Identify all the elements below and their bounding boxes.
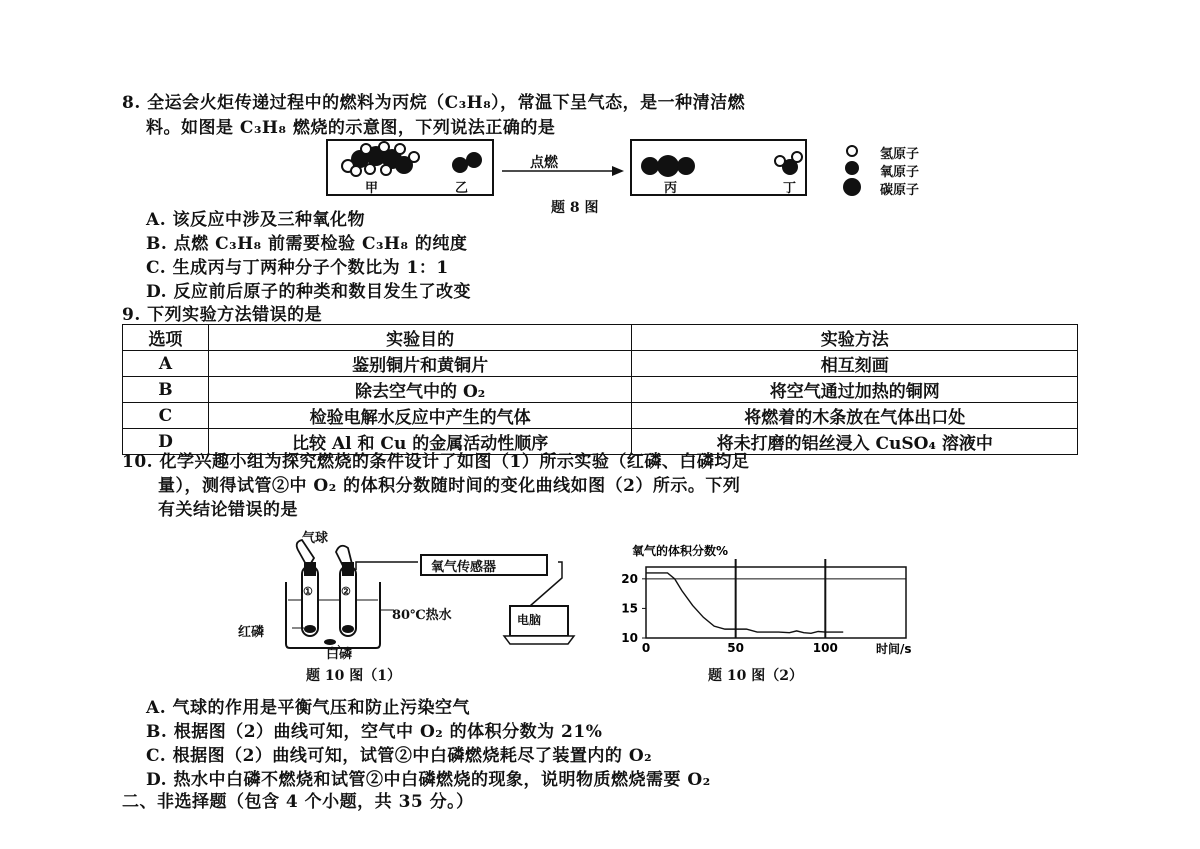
x-tick-label: 100	[812, 641, 838, 655]
q9-stem: 9. 下列实验方法错误的是	[122, 305, 323, 325]
label-yi: 乙	[455, 181, 469, 196]
table-row	[123, 351, 1078, 377]
h2o-molecule	[775, 152, 802, 175]
x-tick-label: 50	[727, 641, 745, 655]
arrow-label: 点燃	[530, 155, 558, 171]
test-tube-icon	[302, 562, 356, 645]
oxygen-chart	[610, 537, 970, 661]
tube-2-label: ②	[341, 585, 351, 598]
legend-oxygen: 氧原子	[880, 165, 920, 180]
table-header-row	[123, 325, 1078, 351]
experiment-apparatus	[230, 528, 590, 658]
reactant-molecules	[326, 139, 494, 196]
cell-option: C	[123, 403, 209, 429]
oxygen-series-line	[646, 573, 843, 633]
product-molecules	[630, 139, 807, 196]
header-purpose: 实验目的	[208, 325, 632, 351]
cell-purpose: 鉴别铜片和黄铜片	[208, 351, 632, 377]
legend-carbon: 碳原子	[880, 183, 920, 198]
q8-option-d: D. 反应前后原子的种类和数目发生了改变	[146, 282, 471, 302]
x-tick-label: 0	[641, 641, 651, 655]
cell-purpose: 检验电解水反应中产生的气体	[208, 403, 632, 429]
tube-1-label: ①	[303, 585, 313, 598]
cell-method: 将空气通过加热的铜网	[632, 377, 1078, 403]
q8-stem-line1: 8. 全运会火炬传递过程中的燃料为丙烷（C₃H₈），常温下呈气态，是一种清洁燃	[122, 93, 746, 113]
propane-molecule	[342, 142, 419, 176]
co2-molecule	[641, 155, 695, 177]
y-tick-label: 15	[621, 601, 638, 616]
q10-option-d: D. 热水中白磷不燃烧和试管②中白磷燃烧的现象，说明物质燃烧需要 O₂	[146, 770, 711, 790]
beaker-icon	[286, 582, 380, 648]
hot-water-label: 80℃热水	[392, 608, 452, 623]
computer-label: 电脑	[517, 613, 542, 627]
oxygen-atom-icon	[845, 161, 859, 175]
header-option: 选项	[123, 325, 209, 351]
oxygen-molecule	[452, 152, 482, 173]
plot-frame	[646, 567, 906, 638]
q8-figure-caption: 题 8 图	[551, 200, 599, 216]
q8-option-a: A. 该反应中涉及三种氧化物	[146, 210, 366, 230]
x-axis-label: 时间/s	[876, 642, 912, 656]
label-bing: 丙	[664, 181, 678, 196]
table-row	[123, 377, 1078, 403]
y-tick-label: 20	[621, 571, 638, 586]
cell-purpose: 比较 Al 和 Cu 的金属活动性顺序	[208, 429, 632, 455]
cell-purpose: 除去空气中的 O₂	[208, 377, 632, 403]
label-ding: 丁	[783, 181, 797, 196]
y-tick-label: 10	[621, 631, 638, 645]
q10-option-c: C. 根据图（2）曲线可知，试管②中白磷燃烧耗尽了装置内的 O₂	[146, 746, 653, 766]
balloon-label: 气球	[302, 531, 329, 546]
header-method: 实验方法	[632, 325, 1078, 351]
hydrogen-atom-icon	[847, 146, 857, 156]
q10-stem-line3: 有关结论错误的是	[158, 500, 298, 520]
section-2-heading: 二、非选择题（包含 4 个小题，共 35 分。）	[122, 792, 474, 812]
q9-table	[122, 324, 1078, 455]
q8-stem-line2: 料。如图是 C₃H₈ 燃烧的示意图，下列说法正确的是	[146, 118, 556, 138]
cell-method: 将未打磨的铝丝浸入 CuSO₄ 溶液中	[632, 429, 1078, 455]
y-axis-label: 氧气的体积分数%	[632, 544, 729, 558]
q8-option-b: B. 点燃 C₃H₈ 前需要检验 C₃H₈ 的纯度	[146, 234, 468, 254]
legend-icons	[836, 141, 876, 199]
fig1-caption: 题 10 图（1）	[306, 668, 401, 684]
q8-option-c: C. 生成丙与丁两种分子个数比为 1：1	[146, 258, 449, 278]
red-phosphorus-label: 红磷	[238, 625, 265, 640]
white-phosphorus-label: 白磷	[326, 647, 353, 662]
label-jia: 甲	[365, 181, 379, 196]
reaction-arrow-icon	[500, 164, 626, 178]
fig2-caption: 题 10 图（2）	[708, 668, 803, 684]
q10-stem-line1: 10. 化学兴趣小组为探究燃烧的条件设计了如图（1）所示实验（红磷、白磷均足	[122, 452, 750, 472]
cell-option: D	[123, 429, 209, 455]
cell-option: B	[123, 377, 209, 403]
legend-hydrogen: 氢原子	[880, 147, 920, 162]
cell-method: 将燃着的木条放在气体出口处	[632, 403, 1078, 429]
cell-option: A	[123, 351, 209, 377]
q10-stem-line2: 量），测得试管②中 O₂ 的体积分数随时间的变化曲线如图（2）所示。下列	[158, 476, 741, 496]
q10-option-b: B. 根据图（2）曲线可知，空气中 O₂ 的体积分数为 21%	[146, 722, 603, 742]
sensor-label: 氧气传感器	[431, 560, 497, 575]
q10-option-a: A. 气球的作用是平衡气压和防止污染空气	[146, 698, 471, 718]
table-row	[123, 403, 1078, 429]
carbon-atom-icon	[843, 178, 861, 196]
cell-method: 相互刻画	[632, 351, 1078, 377]
